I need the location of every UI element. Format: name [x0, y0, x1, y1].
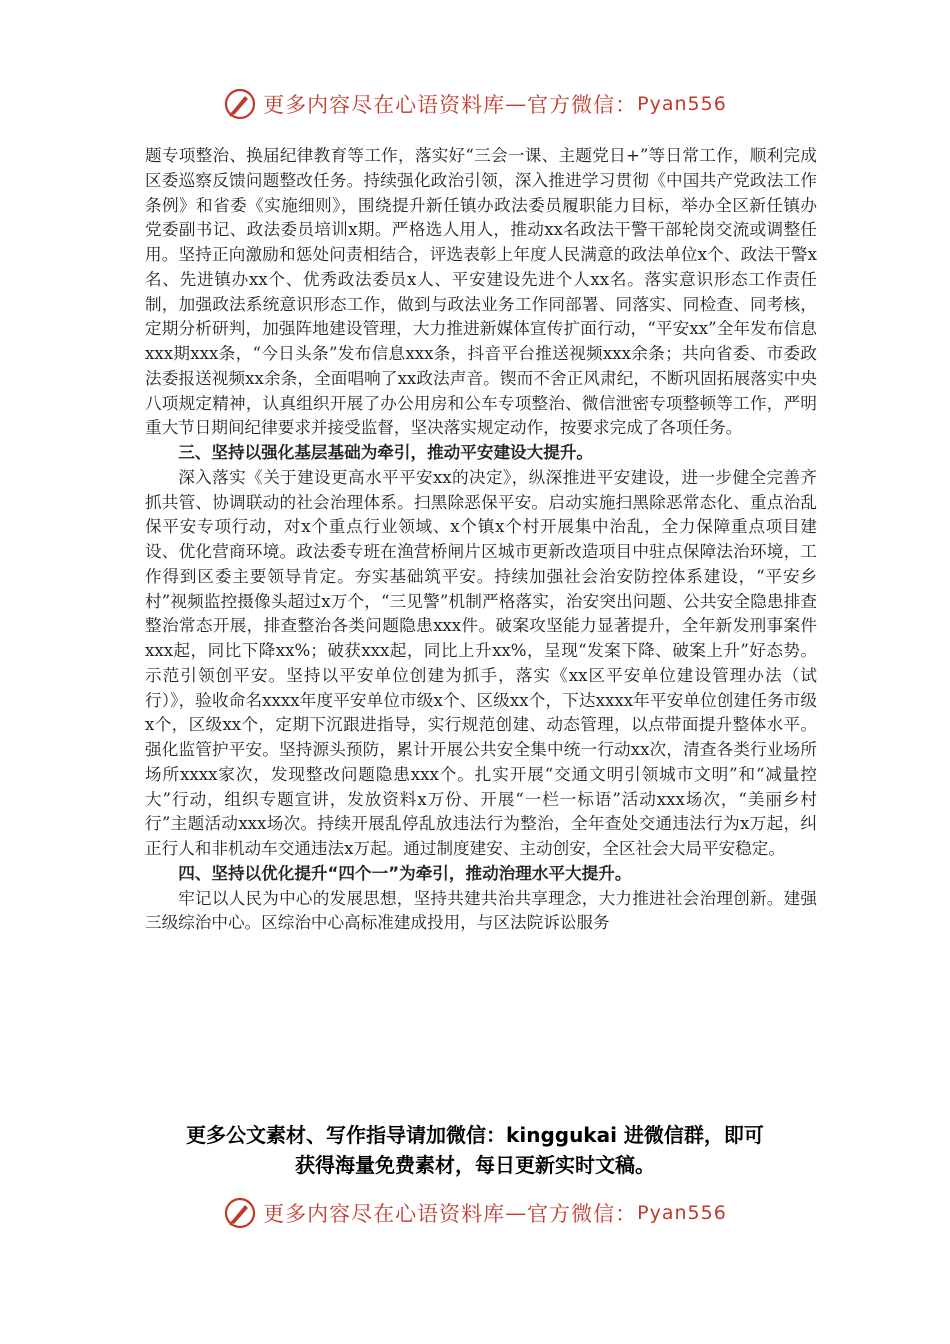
promo-line-2: 获得海量免费素材，每日更新实时文稿。 — [295, 1153, 655, 1177]
section-4-paragraph: 牢记以人民为中心的发展思想，坚持共建共治共享理念，大力推进社会治理创新。建强三级综治中心。区综治中心高标准建成投用，与区法院诉讼服务 — [145, 888, 817, 933]
watermark-official: 官方微信： — [527, 93, 638, 117]
pen-logo-icon — [223, 87, 257, 121]
section-4-heading: 四、坚持以优化提升“四个一”为牵引，推动治理水平大提升。 — [178, 863, 632, 883]
watermark-handle: Pyan556 — [637, 93, 727, 115]
watermark-header — [0, 84, 950, 124]
watermark-text: 更多内容尽在心语资料库 — [263, 1202, 506, 1226]
watermark-text: 更多内容尽在心语资料库 — [263, 93, 506, 117]
document-body — [145, 144, 817, 936]
promo-line-1: 更多公文素材、写作指导请加微信：kinggukai 进微信群，即可 — [186, 1123, 764, 1147]
watermark-official: 官方微信： — [527, 1202, 638, 1226]
section-3-paragraph: 深入落实《关于建设更高水平平安xx的决定》，纵深推进平安建设，进一步健全完善齐抓共管、协调联动的社会治理体系。扫黑除恶保平安。启动实施扫黑除恶常态化、重点治乱保平安专项行动，对x个重点行业领域、x个镇x个村开展集中治乱，全力保障重点项目建设、优化营商环境。政法委专班在渔营桥闸片区城市更新改造项目中驻点保障法治环境，工作得到区委主要领导肯定。夯实基础筑平安。持续加强社会治安防控体系建设，“平安乡村”视频监控摄像头超过x万个，“三见警”机制严格落实，治安突出问题、公共安全隐患排查整治常态开展，排查整治各类问题隐患xxx件。破案攻坚能力显著提升，全年新发刑事案件xxx起，同比下降xx%；破获xxx起，同比上升xx%，呈现“发案下降、破案上升”好态势。示范引领创平安。坚持以平安单位创建为抓手，落实《xx区平安单位建设管理办法（试行）》，验收命名xxxx年度平安单位市级x个、区级xx个，下达xxxx年平安单位创建任务市级x个，区级xx个，定期下沉跟进指导，实行规范创建、动态管理，以点带面提升整体水平。强化监管护平安。坚持源头预防，累计开展公共安全集中统一行动xx次，清查各类行业场所场所xxxx家次，发现整改问题隐患xxx个。扎实开展“交通文明引领城市文明”和“减量控大”行动，组织专题宣讲，发放资料x万份、开展“一栏一标语”活动xxx场次，“美丽乡村行”主题活动xxx场次。持续开展乱停乱放违法行为整治，全年查处交通违法行为x万起，纠正行人和非机动车交通违法x万起。通过制度建安、主动创安，全区社会大局平安稳定。 — [145, 467, 817, 858]
watermark-handle: Pyan556 — [637, 1202, 727, 1224]
watermark-separator: — — [505, 92, 528, 116]
continuation-paragraph: 题专项整治、换届纪律教育等工作，落实好“三会一课、主题党日+”等日常工作，顺利完成区委巡察反馈问题整改任务。持续强化政治引领，深入推进学习贯彻《中国共产党政法工作条例》和省委《实施细则》，围绕提升新任镇办政法委员履职能力目标，举办全区新任镇办党委副书记、政法委员培训x期。严格选人用人，推动xx名政法干警干部轮岗交流或调整任用。坚持正向激励和惩处问责相结合，评选表彰上年度人民满意的政法单位x个、政法干警x名、先进镇办xx个、优秀政法委员x人、平安建设先进个人xx名。落实意识形态工作责任制，加强政法系统意识形态工作，做到与政法业务工作同部署、同落实、同检查、同考核，定期分析研判，加强阵地建设管理，大力推进新媒体宣传扩面行动，“平安xx”全年发布信息xxx期xxx条，“今日头条”发布信息xxx条，抖音平台推送视频xxx余条；共向省委、市委政法委报送视频xx余条，全面唱响了xx政法声音。锲而不舍正风肃纪，不断巩固拓展落实中央八项规定精神，认真组织开展了办公用房和公车专项整治、微信泄密专项整顿等工作，严明重大节日期间纪律要求并接受监督，坚决落实规定动作，按要求完成了各项任务。 — [145, 146, 817, 438]
pen-logo-icon — [223, 1196, 257, 1230]
watermark-separator: — — [505, 1201, 528, 1225]
watermark-footer — [0, 1193, 950, 1233]
promo-banner — [100, 1120, 850, 1180]
section-3-heading: 三、坚持以强化基层基础为牵引，推动平安建设大提升。 — [178, 443, 594, 462]
